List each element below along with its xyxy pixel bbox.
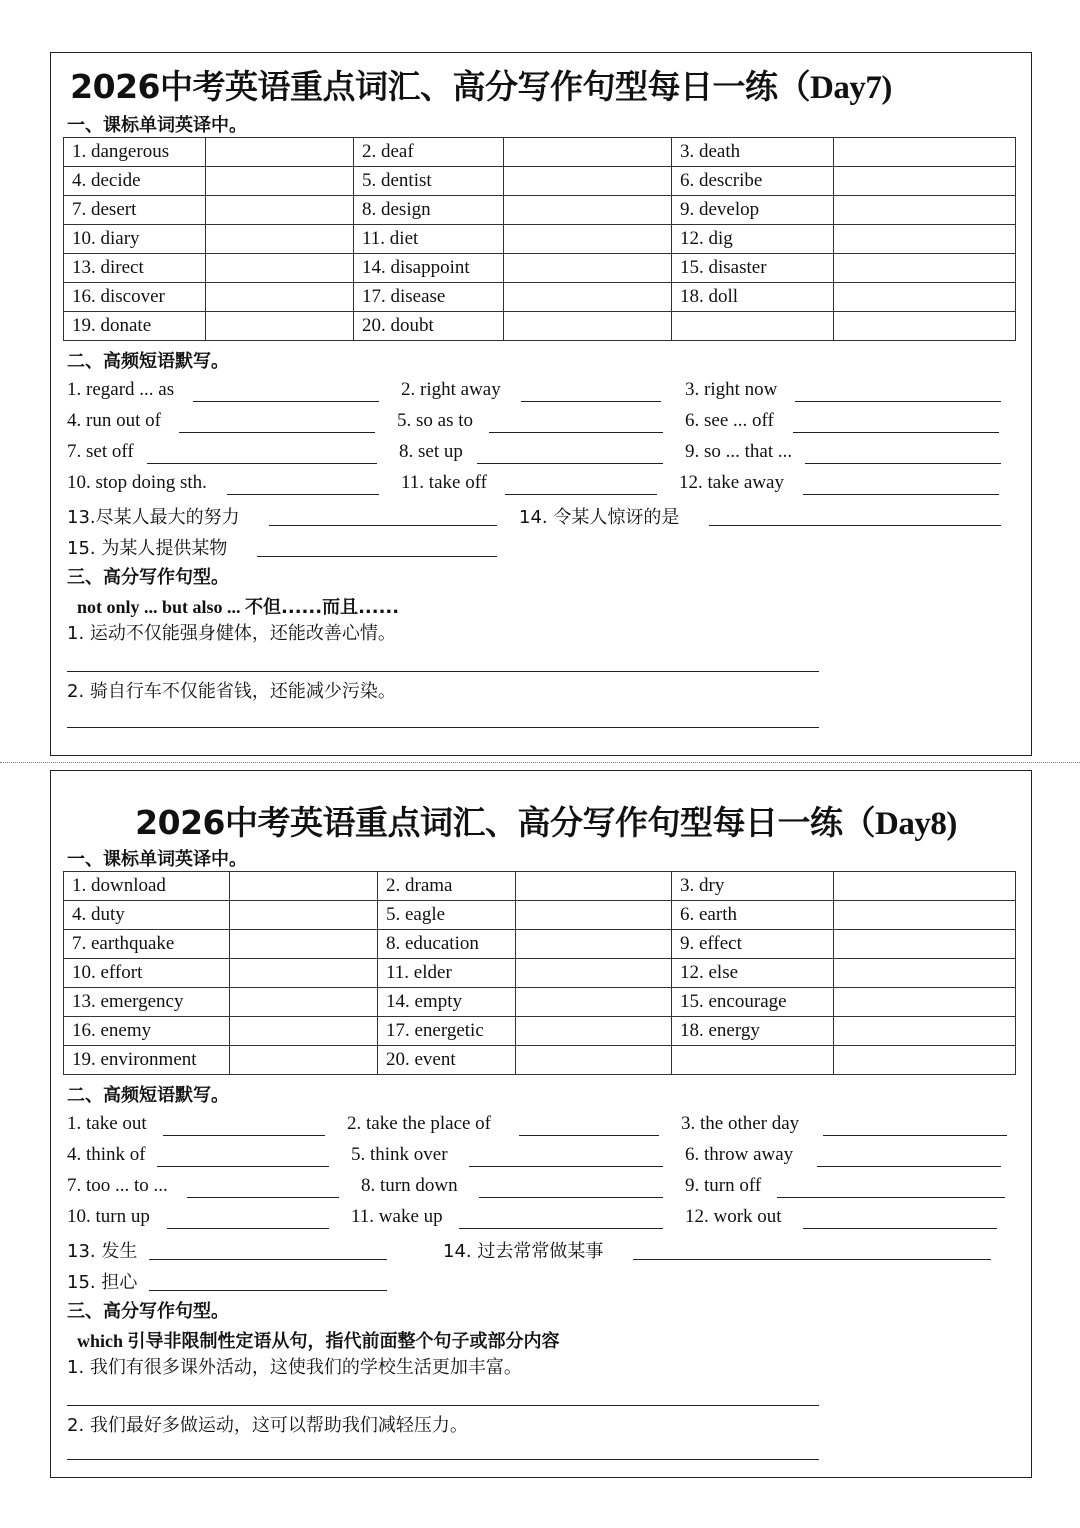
phrase-blank[interactable]: [633, 1259, 991, 1260]
phrase-item: 5. think over: [351, 1144, 448, 1165]
vocab-answer-cell[interactable]: [834, 959, 1016, 988]
phrase-blank[interactable]: [519, 1135, 659, 1136]
table-row: [64, 959, 1016, 988]
phrase-blank[interactable]: [803, 494, 999, 495]
vocab-word: 4. duty: [64, 901, 230, 930]
vocab-word: 12. dig: [672, 225, 834, 254]
pattern-english: not only ... but also ...: [77, 597, 246, 617]
phrase-blank[interactable]: [803, 1228, 997, 1229]
pattern-chinese: 不但......而且......: [245, 597, 400, 618]
vocab-answer-cell[interactable]: [504, 225, 672, 254]
vocab-answer-cell[interactable]: [230, 988, 378, 1017]
phrase-item: 7. too ... to ...: [67, 1175, 168, 1196]
cut-line-divider: [0, 762, 1080, 763]
phrase-item: 5. so as to: [397, 410, 473, 431]
vocab-word: 11. elder: [378, 959, 516, 988]
vocab-answer-cell[interactable]: [516, 930, 672, 959]
vocab-word: 19. donate: [64, 312, 206, 341]
answer-line[interactable]: [67, 671, 819, 672]
phrase-blank[interactable]: [795, 401, 1001, 402]
vocab-answer-cell[interactable]: [230, 930, 378, 959]
table-row: [64, 988, 1016, 1017]
vocab-table: [63, 871, 1016, 1075]
phrase-item: 4. think of: [67, 1144, 146, 1165]
vocab-answer-cell[interactable]: [206, 225, 354, 254]
phrase-blank[interactable]: [505, 494, 657, 495]
phrase-item: 2. take the place of: [347, 1113, 492, 1134]
vocab-answer-cell[interactable]: [230, 1046, 378, 1075]
phrase-blank[interactable]: [709, 525, 1001, 526]
vocab-word: 1. download: [64, 872, 230, 901]
phrase-item: 10. turn up: [67, 1206, 150, 1227]
title-text: 2026中考英语重点词汇、高分写作句型每日一练（: [70, 67, 811, 106]
phrase-blank[interactable]: [521, 401, 661, 402]
vocab-word: 17. energetic: [378, 1017, 516, 1046]
phrase-item: 15. 担心: [67, 1272, 138, 1293]
vocab-answer-cell[interactable]: [230, 1017, 378, 1046]
vocab-answer-cell[interactable]: [834, 1046, 1016, 1075]
pattern-chinese: 引导非限制性定语从句，指代前面整个句子或部分内容: [127, 1331, 560, 1352]
phrase-item: 12. work out: [685, 1206, 782, 1227]
vocab-answer-cell[interactable]: [834, 1017, 1016, 1046]
vocab-answer-cell[interactable]: [834, 196, 1016, 225]
vocab-word: 13. emergency: [64, 988, 230, 1017]
section-vocab-heading: 一、课标单词英译中。: [67, 849, 247, 870]
vocab-word: 10. diary: [64, 225, 206, 254]
phrase-blank[interactable]: [147, 463, 377, 464]
phrase-item: 11. take off: [401, 472, 488, 493]
translation-question: 1. 运动不仅能强身健体，还能改善心情。: [67, 623, 396, 644]
vocab-answer-cell[interactable]: [504, 138, 672, 167]
vocab-answer-cell[interactable]: [504, 283, 672, 312]
section-phrase-heading: 二、高频短语默写。: [67, 351, 229, 372]
vocab-word: 17. disease: [354, 283, 504, 312]
phrase-item: 14. 过去常常做某事: [443, 1241, 604, 1262]
table-row: [64, 312, 1016, 341]
translation-question: 2. 我们最好多做运动，这可以帮助我们减轻压力。: [67, 1415, 468, 1436]
vocab-answer-cell[interactable]: [516, 959, 672, 988]
vocab-word: 8. education: [378, 930, 516, 959]
vocab-word: 9. develop: [672, 196, 834, 225]
vocab-table: [63, 137, 1016, 341]
vocab-word: 14. empty: [378, 988, 516, 1017]
vocab-word: 6. describe: [672, 167, 834, 196]
section-vocab-heading: 一、课标单词英译中。: [67, 115, 247, 136]
vocab-word: 15. encourage: [672, 988, 834, 1017]
answer-line[interactable]: [67, 727, 819, 728]
phrase-blank[interactable]: [793, 432, 999, 433]
phrase-blank[interactable]: [269, 525, 497, 526]
phrase-item: 11. wake up: [351, 1206, 443, 1227]
vocab-word: 9. effect: [672, 930, 834, 959]
phrase-blank[interactable]: [157, 1166, 329, 1167]
vocab-answer-cell[interactable]: [206, 196, 354, 225]
phrase-blank[interactable]: [227, 494, 379, 495]
phrase-blank[interactable]: [167, 1228, 329, 1229]
phrase-item: 4. run out of: [67, 410, 161, 431]
vocab-answer-cell[interactable]: [834, 225, 1016, 254]
table-row: [64, 872, 1016, 901]
vocab-word: 10. effort: [64, 959, 230, 988]
vocab-answer-cell[interactable]: [834, 930, 1016, 959]
sentence-pattern: [77, 1327, 560, 1353]
vocab-word: 7. earthquake: [64, 930, 230, 959]
vocab-answer-cell[interactable]: [516, 901, 672, 930]
vocab-answer-cell[interactable]: [834, 988, 1016, 1017]
table-row: [64, 196, 1016, 225]
phrase-item: 1. regard ... as: [67, 379, 175, 400]
vocab-answer-cell[interactable]: [206, 312, 354, 341]
phrase-blank[interactable]: [187, 1197, 339, 1198]
vocab-word: 16. discover: [64, 283, 206, 312]
phrase-blank[interactable]: [469, 1166, 663, 1167]
answer-line[interactable]: [67, 1459, 819, 1460]
phrase-blank[interactable]: [805, 463, 1001, 464]
phrase-item: 10. stop doing sth.: [67, 472, 207, 493]
section-phrase-heading: 二、高频短语默写。: [67, 1085, 229, 1106]
vocab-word: 3. dry: [672, 872, 834, 901]
phrase-item: 8. turn down: [361, 1175, 458, 1196]
worksheet-day7: [50, 52, 1032, 756]
worksheet-day8: [50, 770, 1032, 1478]
vocab-word: 18. energy: [672, 1017, 834, 1046]
phrase-blank[interactable]: [149, 1259, 387, 1260]
vocab-word: 5. dentist: [354, 167, 504, 196]
page-title: [51, 61, 1031, 108]
vocab-word: 16. enemy: [64, 1017, 230, 1046]
vocab-word: 13. direct: [64, 254, 206, 283]
title-day: Day7): [810, 70, 892, 106]
vocab-answer-cell[interactable]: [230, 901, 378, 930]
vocab-answer-cell[interactable]: [516, 1046, 672, 1075]
phrase-item: 13.尽某人最大的努力: [67, 507, 240, 528]
section-sentence-heading: 三、高分写作句型。: [67, 567, 229, 588]
table-row: [64, 1017, 1016, 1046]
phrase-item: 2. right away: [401, 379, 501, 400]
vocab-word: 11. diet: [354, 225, 504, 254]
vocab-answer-cell[interactable]: [230, 872, 378, 901]
table-row: [64, 138, 1016, 167]
phrase-blank[interactable]: [163, 1135, 325, 1136]
phrase-item: 3. right now: [685, 379, 778, 400]
vocab-answer-cell[interactable]: [504, 254, 672, 283]
table-row: [64, 167, 1016, 196]
phrase-item: 6. see ... off: [685, 410, 774, 431]
vocab-answer-cell[interactable]: [834, 138, 1016, 167]
vocab-word: 5. eagle: [378, 901, 516, 930]
vocab-answer-cell[interactable]: [516, 872, 672, 901]
sentence-pattern: [77, 593, 399, 619]
vocab-word: 6. earth: [672, 901, 834, 930]
pattern-english: which: [77, 1331, 128, 1351]
vocab-word: 18. doll: [672, 283, 834, 312]
vocab-word: 2. deaf: [354, 138, 504, 167]
phrase-blank[interactable]: [179, 432, 375, 433]
vocab-answer-cell[interactable]: [206, 254, 354, 283]
title-day: Day8): [875, 806, 957, 842]
vocab-word: 7. desert: [64, 196, 206, 225]
table-row: [64, 283, 1016, 312]
phrase-item: 3. the other day: [681, 1113, 800, 1134]
table-row: [64, 1046, 1016, 1075]
phrase-item: 14. 令某人惊讶的是: [519, 507, 680, 528]
vocab-answer-cell[interactable]: [206, 138, 354, 167]
vocab-answer-cell[interactable]: [516, 1017, 672, 1046]
phrase-item: 7. set off: [67, 441, 134, 462]
vocab-answer-cell[interactable]: [834, 901, 1016, 930]
vocab-word: 8. design: [354, 196, 504, 225]
vocab-answer-cell[interactable]: [834, 254, 1016, 283]
vocab-answer-cell[interactable]: [206, 167, 354, 196]
phrase-item: 8. set up: [399, 441, 463, 462]
vocab-word: 1. dangerous: [64, 138, 206, 167]
vocab-word: 3. death: [672, 138, 834, 167]
title-text: 2026中考英语重点词汇、高分写作句型每日一练（: [135, 803, 876, 842]
vocab-answer-cell[interactable]: [504, 196, 672, 225]
vocab-answer-cell[interactable]: [504, 167, 672, 196]
translation-question: 2. 骑自行车不仅能省钱，还能减少污染。: [67, 681, 396, 702]
vocab-word: 20. doubt: [354, 312, 504, 341]
phrase-blank[interactable]: [477, 463, 663, 464]
vocab-word: 14. disappoint: [354, 254, 504, 283]
table-row: [64, 254, 1016, 283]
table-row: [64, 901, 1016, 930]
phrase-blank[interactable]: [459, 1228, 663, 1229]
table-row: [64, 225, 1016, 254]
phrase-blank[interactable]: [817, 1166, 1001, 1167]
phrase-item: 13. 发生: [67, 1241, 138, 1262]
phrase-item: 6. throw away: [685, 1144, 794, 1165]
vocab-word: 12. else: [672, 959, 834, 988]
vocab-answer-cell[interactable]: [834, 283, 1016, 312]
phrase-blank[interactable]: [777, 1197, 1005, 1198]
phrase-blank[interactable]: [149, 1290, 387, 1291]
vocab-word: [672, 1046, 834, 1075]
vocab-word: 15. disaster: [672, 254, 834, 283]
vocab-answer-cell[interactable]: [504, 312, 672, 341]
vocab-word: [672, 312, 834, 341]
phrase-item: 1. take out: [67, 1113, 147, 1134]
phrase-blank[interactable]: [479, 1197, 663, 1198]
phrase-item: 15. 为某人提供某物: [67, 538, 228, 559]
vocab-answer-cell[interactable]: [516, 988, 672, 1017]
phrase-item: 9. turn off: [685, 1175, 762, 1196]
phrase-blank[interactable]: [823, 1135, 1007, 1136]
phrase-blank[interactable]: [489, 432, 663, 433]
vocab-answer-cell[interactable]: [230, 959, 378, 988]
page-title: [51, 797, 1031, 844]
section-sentence-heading: 三、高分写作句型。: [67, 1301, 229, 1322]
translation-question: 1. 我们有很多课外活动，这使我们的学校生活更加丰富。: [67, 1357, 522, 1378]
phrase-item: 12. take away: [679, 472, 784, 493]
vocab-answer-cell[interactable]: [206, 283, 354, 312]
vocab-word: 2. drama: [378, 872, 516, 901]
table-row: [64, 930, 1016, 959]
vocab-word: 19. environment: [64, 1046, 230, 1075]
vocab-word: 4. decide: [64, 167, 206, 196]
answer-line[interactable]: [67, 1405, 819, 1406]
vocab-answer-cell[interactable]: [834, 312, 1016, 341]
phrase-blank[interactable]: [193, 401, 379, 402]
vocab-answer-cell[interactable]: [834, 872, 1016, 901]
phrase-item: 9. so ... that ...: [685, 441, 793, 462]
vocab-word: 20. event: [378, 1046, 516, 1075]
vocab-answer-cell[interactable]: [834, 167, 1016, 196]
phrase-blank[interactable]: [257, 556, 497, 557]
